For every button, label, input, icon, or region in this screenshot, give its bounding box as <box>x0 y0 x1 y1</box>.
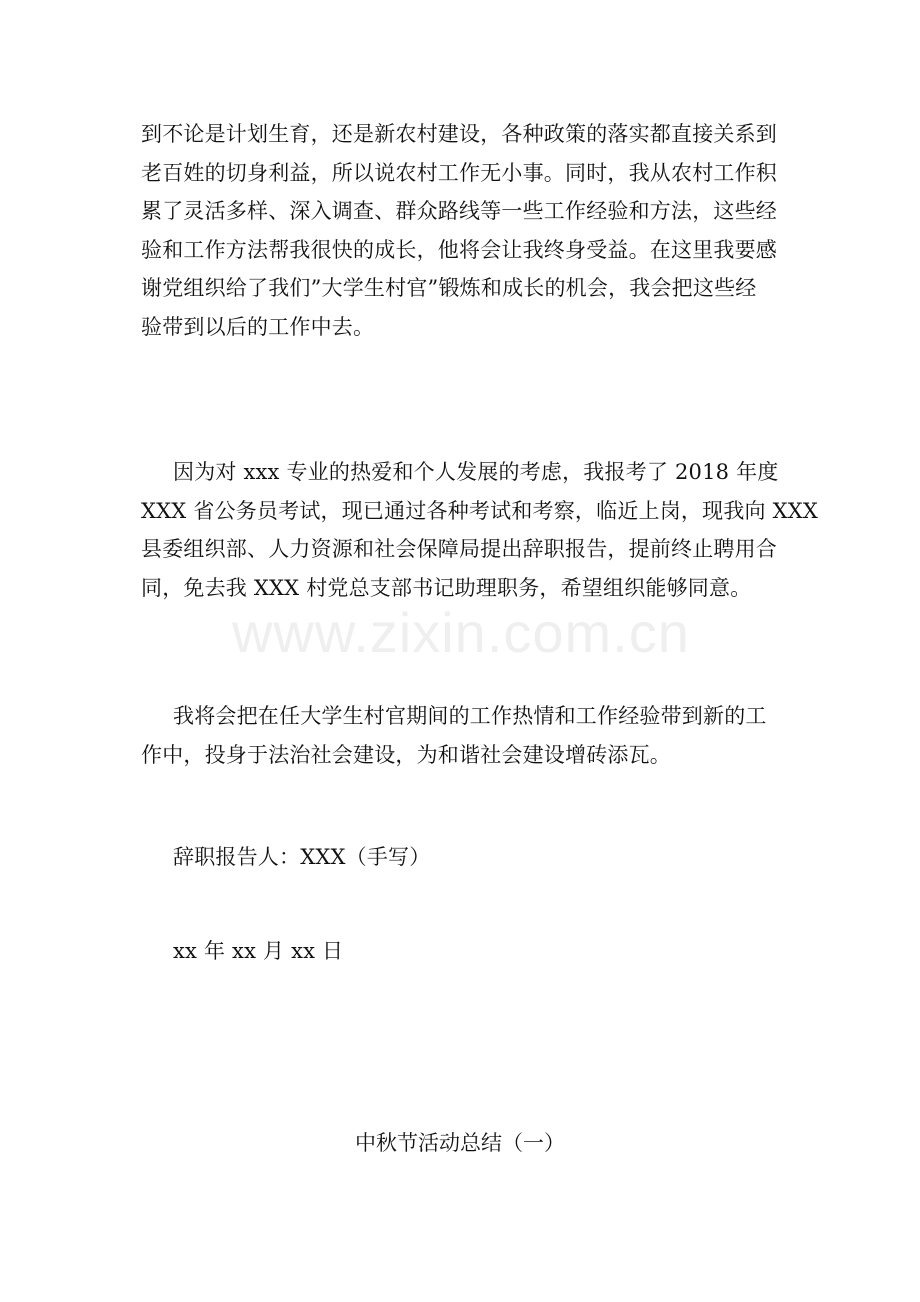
paragraph-line: XXX 省公务员考试，现已通过各种考试和考察，临近上岗，现我向 XXX <box>141 498 819 523</box>
paragraph-line: 谢党组织给了我们”大学生村官”锻炼和成长的机会，我会把这些经 <box>141 276 757 300</box>
signature-text: 辞职报告人：XXX（手写） <box>173 845 431 869</box>
paragraph-line: 因为对 xxx 专业的热爱和个人发展的考虑，我报考了 2018 年度 <box>173 460 779 484</box>
paragraph-line: 验和工作方法帮我很快的成长，他将会让我终身受益。在这里我要感 <box>141 237 777 262</box>
date-text: xx 年 xx 月 xx 日 <box>173 939 344 963</box>
paragraph-line: 累了灵活多样、深入调查、群众路线等一些工作经验和方法，这些经 <box>141 199 777 223</box>
paragraph-2 <box>141 453 819 607</box>
watermark: www.zixin.com.cn <box>232 601 690 664</box>
paragraph-line: 作中，投身于法治社会建设，为和谐社会建设增砖添瓦。 <box>141 742 671 767</box>
signature-line <box>141 838 781 877</box>
date-line <box>141 932 781 971</box>
paragraph-line: 老百姓的切身利益，所以说农村工作无小事。同时，我从农村工作积 <box>141 160 777 185</box>
paragraph-line: 同，免去我 XXX 村党总支部书记助理职务，希望组织能够同意。 <box>141 575 752 600</box>
paragraph-line: 我将会把在任大学生村官期间的工作热情和工作经验带到新的工 <box>173 704 767 728</box>
paragraph-line: 县委组织部、人力资源和社会保障局提出辞职报告，提前终止聘用合 <box>141 537 777 561</box>
next-section-title: 中秋节活动总结（一） <box>355 1131 565 1155</box>
paragraph-line: 验带到以后的工作中去。 <box>141 314 375 339</box>
paragraph-line: 到不论是计划生育，还是新农村建设，各种政策的落实都直接关系到 <box>141 122 777 146</box>
paragraph-1 <box>141 115 781 346</box>
paragraph-3 <box>141 697 781 774</box>
